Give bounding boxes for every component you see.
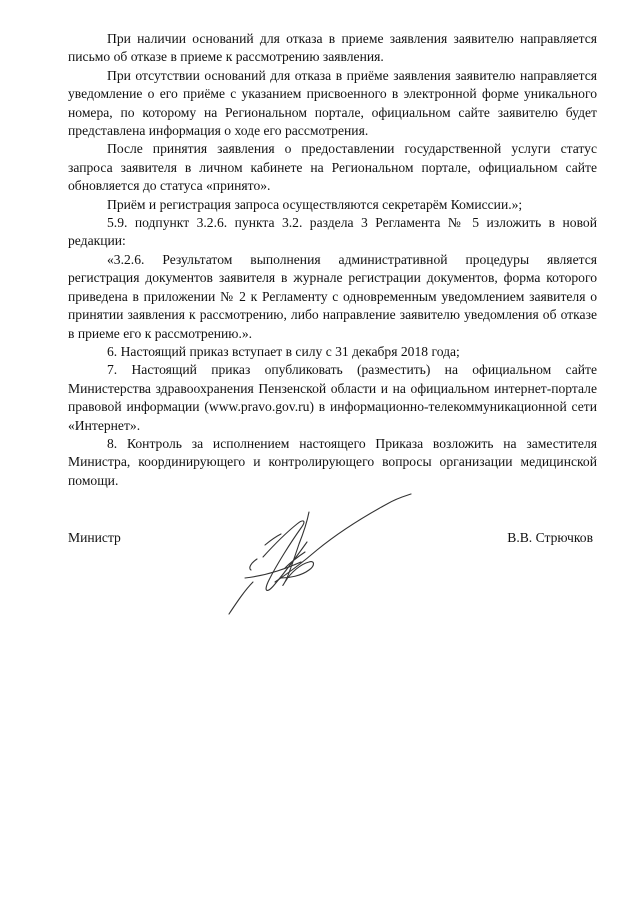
paragraph-item-3-2-6: «3.2.6. Результатом выполнения административной процедуры является регистрация документов заявителя в журнале регистрации документов, форма которого приведена в приложении № 2 к Регламенту с одновременным уведомлением заявителя о принятии заявления к рассмотрению, либо направление заявителю уведомления об отказе в приеме его к рассмотрению.». xyxy=(68,251,597,341)
signatory-title: Министр xyxy=(68,530,121,545)
paragraph-item-8: 8. Контроль за исполнением настоящего Приказа возложить на заместителя Министра, координирующего и контролирующего вопросы организации медицинской помощи. xyxy=(68,435,597,488)
paragraph-item-7: 7. Настоящий приказ опубликовать (разместить) на официальном сайте Министерства здравоохранения Пензенской области и на официальном интернет-портале правовой информации (www.pravo.gov.ru) в информационно-телекоммуникационной сети «Интернет». xyxy=(68,362,597,433)
paragraph-item-6: 6. Настоящий приказ вступает в силу с 31 декабря 2018 года; xyxy=(107,343,460,359)
paragraph-item-5-9: 5.9. подпункт 3.2.6. пункта 3.2. раздела 3 Регламента № 5 изложить в новой редакции: xyxy=(68,215,597,249)
paragraph-acceptance-notice: При отсутствии оснований для отказа в приёме заявления заявителю направляется уведомление о его приёме с указанием присвоенного в электронной форме уникального номера, по которому на Региональном портале, официальном сайте заявителю будет представлена информация о ходе его рассмотрения. xyxy=(68,67,597,139)
paragraph-status-update: После принятия заявления о предоставлении государственной услуги статус запроса заявителя в личном кабинете на Региональном портале, официальном сайте обновляется до статуса «принято». xyxy=(68,141,597,194)
handwritten-signature xyxy=(215,490,420,615)
document-body xyxy=(68,30,597,490)
signatory-name: В.В. Стрючков xyxy=(507,530,593,545)
paragraph-refusal-letter: При наличии оснований для отказа в приеме заявления заявителю направляется письмо об отказе в приеме к рассмотрению заявления. xyxy=(68,31,597,65)
paragraph-registration: Приём и регистрация запроса осуществляются секретарём Комиссии.»; xyxy=(107,196,523,212)
